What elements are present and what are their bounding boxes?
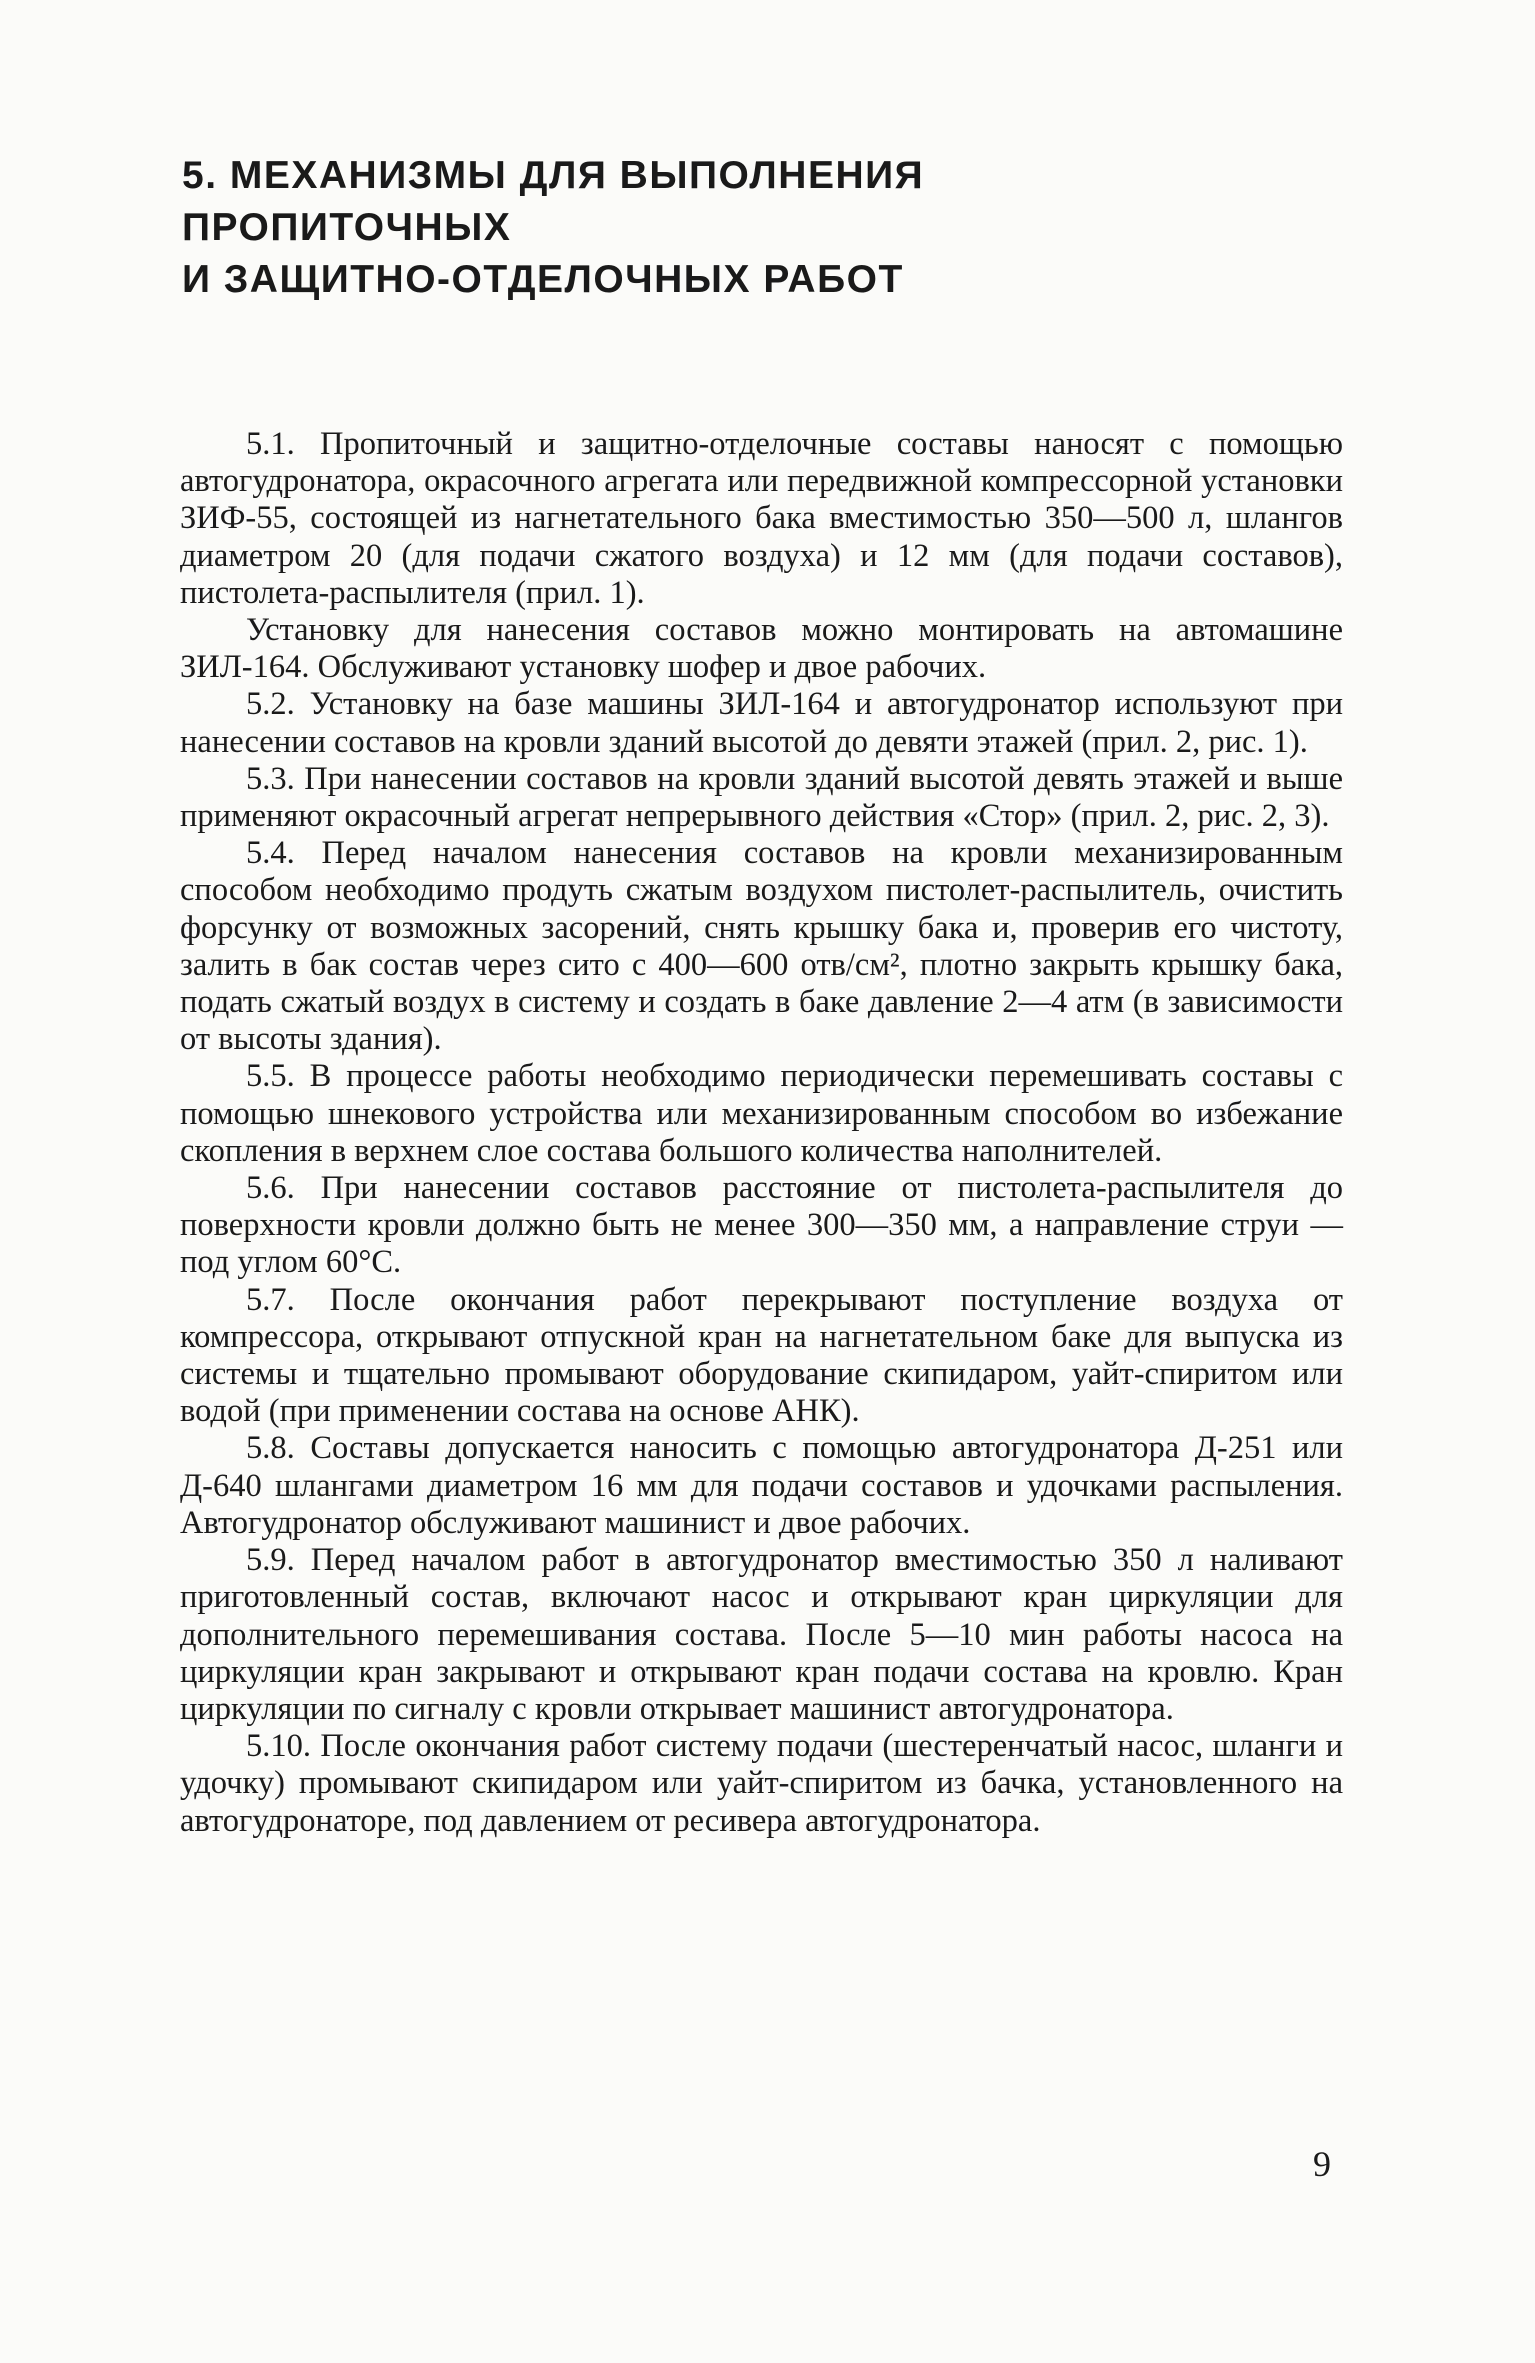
paragraph-number: 5.9. bbox=[246, 1542, 295, 1579]
paragraph-text: Перед началом работ в автогудронатор вместимостью 350 л наливают приготовленный состав, включают насос и открывают кран циркуляции для дополнительного перемешивания состава. После 5—10 мин работы насоса на циркуляции кран закрывают и открывают кран подачи состава на кровлю. Кран циркуляции по сигналу с кровли открывает машинист автогудронатора. bbox=[180, 1542, 1343, 1727]
paragraph-5-1-continued bbox=[180, 612, 1343, 686]
paragraph-5-8 bbox=[180, 1430, 1343, 1542]
paragraph-5-6 bbox=[180, 1170, 1343, 1282]
paragraph-5-1 bbox=[180, 426, 1343, 612]
paragraph-text: Установку для нанесения составов можно монтировать на автомашине ЗИЛ-164. Обслуживают установку шофер и двое рабочих. bbox=[180, 612, 1343, 686]
paragraph-number: 5.2. bbox=[246, 686, 295, 723]
paragraph-text: При нанесении составов расстояние от пистолета-распылителя до поверхности кровли должно быть не менее 300—350 мм, а направление струи — под углом 60°С. bbox=[180, 1170, 1343, 1281]
paragraph-number: 5.3. bbox=[246, 760, 295, 797]
paragraph-text: При нанесении составов на кровли зданий высотой девять этажей и выше применяют окрасочный агрегат непрерывного действия «Стор» (прил. 2, рис. 2, 3). bbox=[180, 760, 1344, 835]
heading-line-2: ПРОПИТОЧНЫХ bbox=[182, 206, 512, 249]
paragraph-5-9 bbox=[180, 1542, 1343, 1728]
page-content bbox=[180, 150, 1343, 1840]
paragraph-5-10 bbox=[180, 1728, 1343, 1840]
paragraph-5-2 bbox=[180, 686, 1343, 760]
heading-line-1: 5. МЕХАНИЗМЫ ДЛЯ ВЫПОЛНЕНИЯ bbox=[182, 154, 925, 197]
body-text bbox=[180, 426, 1343, 1840]
paragraph-text: После окончания работ систему подачи (шестеренчатый насос, шланги и удочку) промывают скипидаром или уайт-спиритом из бачка, установленного на автогудронаторе, под давлением от ресивера автогудронатора. bbox=[180, 1728, 1343, 1839]
paragraph-text: В процессе работы необходимо периодически перемешивать составы с помощью шнекового устройства или механизированным способом во избежание скопления в верхнем слое состава большого количества наполнителей. bbox=[180, 1058, 1344, 1169]
paragraph-5-4 bbox=[180, 835, 1343, 1058]
paragraph-number: 5.5. bbox=[246, 1058, 295, 1095]
paragraph-text: Составы допускается наносить с помощью автогудронатора Д-251 или Д-640 шлангами диаметром 16 мм для подачи составов и удочками распыления. Автогудронатор обслуживают машинист и двое рабочих. bbox=[180, 1430, 1344, 1541]
paragraph-5-7 bbox=[180, 1282, 1343, 1431]
paragraph-5-5 bbox=[180, 1058, 1343, 1170]
paragraph-number: 5.6. bbox=[246, 1170, 295, 1207]
section-heading bbox=[180, 150, 1343, 306]
paragraph-text: После окончания работ перекрывают поступление воздуха от компрессора, открывают отпускной кран на нагнетательном баке для выпуска из системы и тщательно промывают оборудование скипидаром, уайт-спиритом или водой (при применении состава на основе АНК). bbox=[180, 1281, 1344, 1430]
heading-line-3: И ЗАЩИТНО-ОТДЕЛОЧНЫХ РАБОТ bbox=[182, 258, 904, 301]
paragraph-text: Пропиточный и защитно-отделочные составы наносят с помощью автогудронатора, окрасочного агрегата или передвижной компрессорной установки ЗИФ-55, состоящей из нагнетательного бака вместимостью 350—500 л, шлангов диаметром 20 (для подачи сжатого воздуха) и 12 мм (для подачи составов), пистолета-распылителя (прил. 1). bbox=[180, 426, 1343, 611]
page-number: 9 bbox=[1313, 2144, 1331, 2184]
paragraph-number: 5.10. bbox=[246, 1728, 311, 1765]
paragraph-number: 5.4. bbox=[246, 835, 295, 872]
paragraph-text: Перед началом нанесения составов на кровли механизированным способом необходимо продуть сжатым воздухом пистолет-распылитель, очистить форсунку от возможных засорений, снять крышку бака и, проверив его чистоту, залить в бак состав через сито с 400—600 отв/см², плотно закрыть крышку бака, подать сжатый воздух в систему и создать в баке давление 2—4 атм (в зависимости от высоты здания). bbox=[180, 835, 1344, 1058]
paragraph-text: Установку на базе машины ЗИЛ-164 и автогудронатор используют при нанесении составов на кровли зданий высотой до девяти этажей (прил. 2, рис. 1). bbox=[180, 686, 1344, 760]
paragraph-5-3 bbox=[180, 761, 1343, 835]
paragraph-number: 5.7. bbox=[246, 1281, 295, 1318]
paragraph-number: 5.1. bbox=[246, 426, 295, 462]
paragraph-number: 5.8. bbox=[246, 1430, 295, 1467]
